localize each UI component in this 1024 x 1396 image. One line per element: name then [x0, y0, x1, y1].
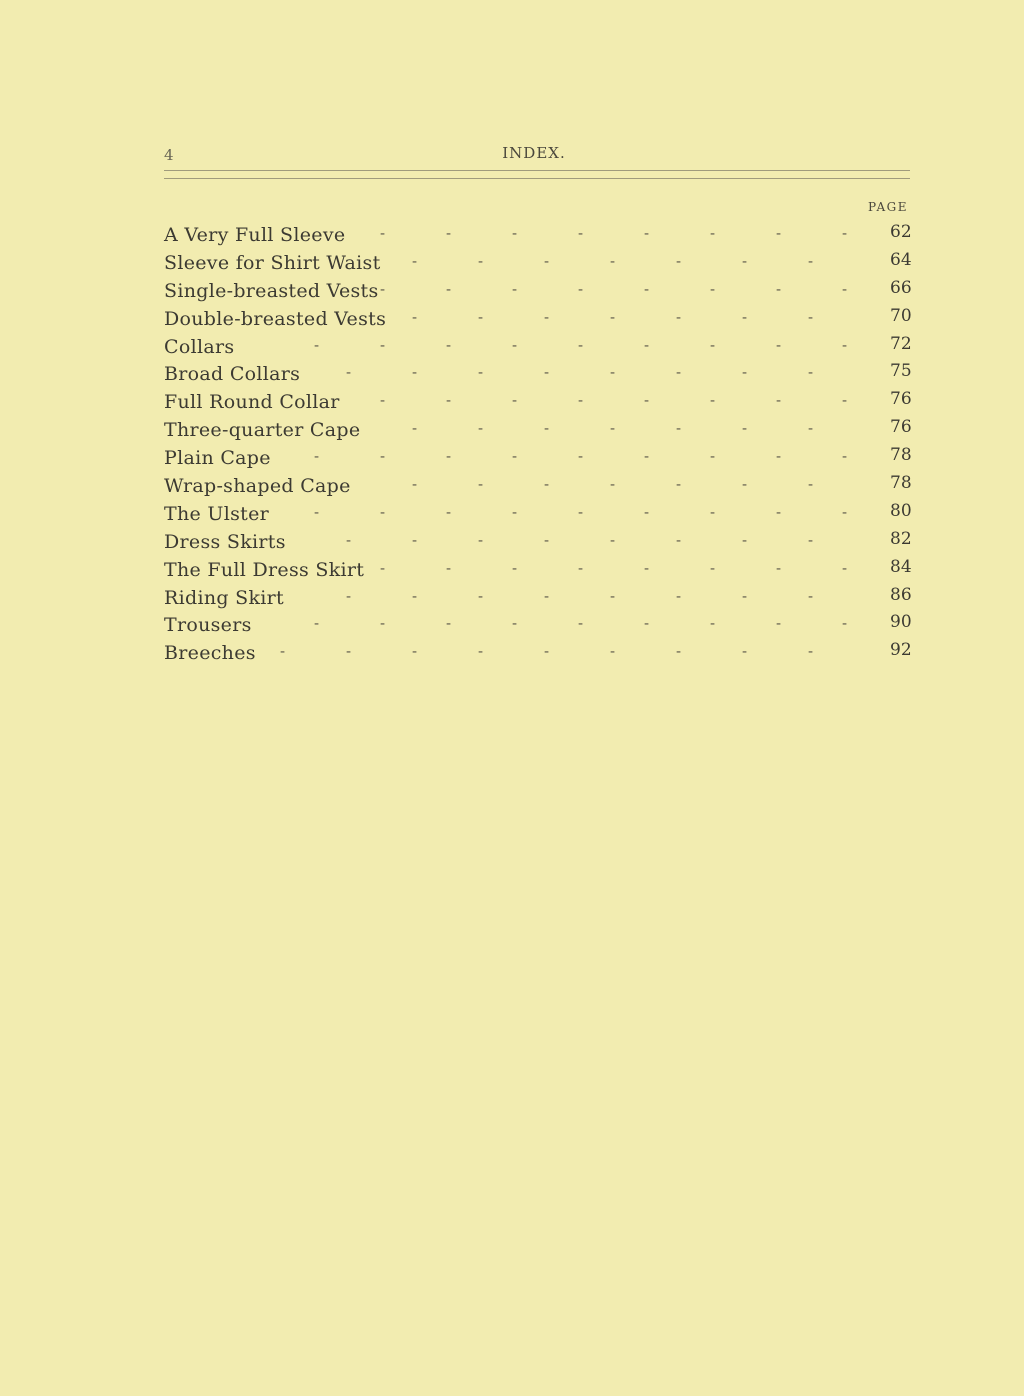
dot-leaders: - - - - - - - -: [380, 279, 848, 298]
entry-page: 92: [890, 640, 912, 661]
entry-page: 76: [890, 417, 912, 438]
entry-page: 78: [890, 473, 912, 494]
index-entry: [164, 305, 916, 333]
index-entry: [164, 584, 916, 612]
index-entry: [164, 639, 916, 667]
dot-leaders: - - - - - - - - -: [280, 642, 814, 661]
entry-title: The Full Dress Skirt: [164, 558, 365, 581]
index-entry: [164, 221, 916, 249]
entry-title: Riding Skirt: [164, 586, 284, 609]
dot-leaders: - - - - - - - - -: [314, 447, 848, 466]
index-entry: [164, 528, 916, 556]
dot-leaders: - - - - - - - -: [346, 586, 814, 605]
index-entry: [164, 416, 916, 444]
dot-leaders: - - - - - - - - -: [314, 335, 848, 354]
index-entry: [164, 388, 916, 416]
page-column-label: PAGE: [868, 200, 908, 214]
entry-title: Sleeve for Shirt Waist: [164, 251, 381, 274]
entry-title: Three-quarter Cape: [164, 419, 361, 442]
entry-page: 90: [890, 612, 912, 633]
index-entry: [164, 500, 916, 528]
entry-title: Plain Cape: [164, 447, 271, 470]
dot-leaders: - - - - - - - -: [346, 363, 814, 382]
index-list: [164, 221, 916, 667]
dot-leaders: - - - - - - -: [412, 419, 814, 438]
dot-leaders: - - - - - - - -: [346, 530, 814, 549]
running-title: INDEX.: [502, 144, 566, 162]
entry-title: Breeches: [164, 642, 256, 665]
dot-leaders: - - - - - - - -: [380, 391, 848, 410]
entry-title: Double-breasted Vests: [164, 307, 387, 330]
entry-page: 66: [890, 277, 912, 298]
entry-title: Wrap-shaped Cape: [164, 475, 351, 498]
entry-page: 80: [890, 500, 912, 521]
entry-title: A Very Full Sleeve: [164, 224, 346, 246]
index-entry: [164, 277, 916, 305]
entry-title: Single-breasted Vests: [164, 279, 379, 302]
index-entry: [164, 556, 916, 584]
entry-title: Trousers: [164, 614, 252, 637]
entry-page: 64: [890, 249, 912, 270]
dot-leaders: - - - - - - -: [412, 475, 814, 494]
entry-page: 75: [890, 361, 912, 382]
entry-page: 84: [890, 556, 912, 577]
entry-title: The Ulster: [164, 502, 269, 525]
dot-leaders: - - - - - - - - -: [314, 614, 848, 633]
index-entry: [164, 472, 916, 500]
index-entry: [164, 249, 916, 277]
index-entry: [164, 444, 916, 472]
entry-page: 72: [890, 333, 912, 354]
entry-page: 82: [890, 528, 912, 549]
entry-title: Dress Skirts: [164, 530, 286, 553]
entry-page: 78: [890, 445, 912, 466]
dot-leaders: - - - - - - - -: [380, 558, 848, 577]
dot-leaders: - - - - - - - - -: [314, 502, 848, 521]
index-entry: [164, 360, 916, 388]
dot-leaders: - - - - - - - -: [380, 224, 848, 242]
entry-page: 70: [890, 305, 912, 326]
entry-page: 86: [890, 584, 912, 605]
index-entry: [164, 333, 916, 361]
header-rule: [164, 170, 910, 179]
index-entry: [164, 611, 916, 639]
entry-title: Broad Collars: [164, 363, 301, 386]
entry-page: 62: [890, 222, 912, 242]
entry-page: 76: [890, 389, 912, 410]
dot-leaders: - - - - - - -: [412, 251, 814, 270]
page-number: 4: [164, 146, 174, 164]
dot-leaders: - - - - - - -: [412, 307, 814, 326]
entry-title: Full Round Collar: [164, 391, 340, 414]
entry-title: Collars: [164, 335, 235, 358]
